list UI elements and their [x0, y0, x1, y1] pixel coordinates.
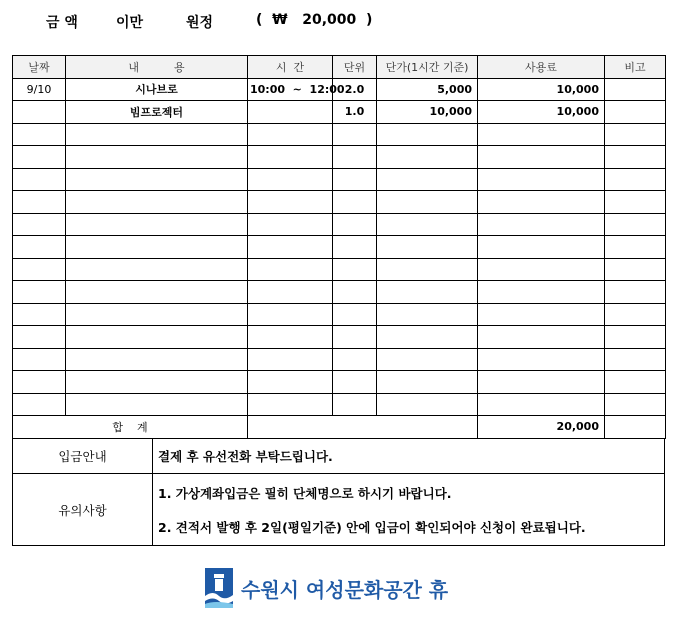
empty-cell	[377, 258, 478, 281]
empty-cell	[66, 236, 248, 259]
cell-fee: 10,000	[478, 101, 605, 124]
empty-cell	[66, 281, 248, 304]
empty-cell	[66, 123, 248, 146]
empty-cell	[66, 191, 248, 214]
table-row	[13, 258, 666, 281]
empty-cell	[333, 326, 377, 349]
empty-cell	[333, 371, 377, 394]
header-content: 내 용	[66, 56, 248, 79]
empty-cell	[478, 168, 605, 191]
payment-text: 결제 후 유선전화 부탁드립니다.	[153, 439, 665, 474]
empty-cell	[13, 123, 66, 146]
empty-cell	[66, 258, 248, 281]
info-table	[12, 438, 665, 546]
notes-row	[13, 474, 665, 546]
empty-cell	[248, 123, 333, 146]
empty-cell	[605, 123, 666, 146]
header-note: 비고	[605, 56, 666, 79]
total-label: 합 계	[13, 416, 248, 439]
empty-cell	[478, 213, 605, 236]
cell-time	[248, 101, 333, 124]
cell-fee: 10,000	[478, 78, 605, 101]
table-row	[13, 371, 666, 394]
empty-cell	[248, 213, 333, 236]
empty-cell	[13, 303, 66, 326]
empty-cell	[333, 281, 377, 304]
empty-cell	[377, 146, 478, 169]
table-row	[13, 168, 666, 191]
empty-cell	[248, 303, 333, 326]
empty-cell	[13, 258, 66, 281]
usage-table	[12, 55, 666, 439]
table-row	[13, 393, 666, 416]
empty-cell	[333, 168, 377, 191]
table-row	[13, 303, 666, 326]
empty-cell	[248, 236, 333, 259]
cell-content: 빔프로젝터	[66, 101, 248, 124]
empty-cell	[248, 191, 333, 214]
empty-cell	[333, 236, 377, 259]
header-fee: 사용료	[478, 56, 605, 79]
empty-cell	[605, 303, 666, 326]
cell-content: 시나브로	[66, 78, 248, 101]
empty-cell	[478, 371, 605, 394]
empty-cell	[66, 168, 248, 191]
empty-cell	[66, 393, 248, 416]
empty-cell	[605, 281, 666, 304]
amount-korean: 이만	[116, 15, 144, 31]
notes-label: 유의사항	[13, 474, 153, 546]
empty-cell	[377, 303, 478, 326]
amount-value: ( ₩ 20,000 )	[256, 12, 373, 28]
note-2: 2. 견적서 발행 후 2일(평일기준) 안에 입금이 확인되어야 신청이 완료됩니다.	[158, 519, 586, 535]
cell-note	[605, 101, 666, 124]
empty-cell	[13, 236, 66, 259]
empty-cell	[333, 213, 377, 236]
table-row	[13, 146, 666, 169]
total-row	[13, 416, 666, 439]
empty-cell	[13, 168, 66, 191]
empty-cell	[478, 281, 605, 304]
cell-unit: 1.0	[333, 101, 377, 124]
empty-cell	[333, 146, 377, 169]
empty-cell	[478, 348, 605, 371]
cell-unit: 2.0	[333, 78, 377, 101]
empty-cell	[377, 168, 478, 191]
empty-cell	[13, 371, 66, 394]
amount-label: 금 액	[46, 15, 78, 31]
empty-cell	[13, 146, 66, 169]
notes-text	[153, 474, 665, 546]
header-date: 날짜	[13, 56, 66, 79]
empty-cell	[605, 371, 666, 394]
empty-cell	[478, 303, 605, 326]
cell-date	[13, 101, 66, 124]
total-note	[605, 416, 666, 439]
empty-cell	[13, 348, 66, 371]
lighthouse-logo-icon	[205, 568, 233, 608]
empty-cell	[333, 191, 377, 214]
empty-cell	[605, 326, 666, 349]
empty-cell	[248, 326, 333, 349]
empty-cell	[248, 146, 333, 169]
header-unit: 단위	[333, 56, 377, 79]
table-row	[13, 191, 666, 214]
logo-text: 수원시 여성문화공간 휴	[241, 577, 449, 602]
payment-label: 입금안내	[13, 439, 153, 474]
empty-cell	[13, 281, 66, 304]
empty-cell	[377, 236, 478, 259]
empty-cell	[377, 371, 478, 394]
empty-cell	[478, 326, 605, 349]
empty-cell	[377, 191, 478, 214]
empty-cell	[377, 348, 478, 371]
empty-cell	[605, 191, 666, 214]
empty-cell	[248, 393, 333, 416]
empty-cell	[478, 123, 605, 146]
empty-cell	[478, 191, 605, 214]
empty-cell	[377, 326, 478, 349]
empty-cell	[605, 213, 666, 236]
empty-cell	[333, 393, 377, 416]
empty-cell	[605, 393, 666, 416]
table-row	[13, 78, 666, 101]
empty-cell	[13, 191, 66, 214]
empty-cell	[13, 393, 66, 416]
cell-unit-price: 5,000	[377, 78, 478, 101]
logo	[205, 568, 448, 608]
note-1: 1. 가상계좌입금은 필히 단체명으로 하시기 바랍니다.	[158, 485, 452, 501]
table-row	[13, 236, 666, 259]
table-row	[13, 213, 666, 236]
empty-cell	[377, 123, 478, 146]
table-row	[13, 348, 666, 371]
empty-cell	[248, 281, 333, 304]
total-empty	[248, 416, 478, 439]
empty-cell	[13, 213, 66, 236]
empty-cell	[605, 146, 666, 169]
empty-cell	[333, 258, 377, 281]
total-value: 20,000	[478, 416, 605, 439]
empty-cell	[377, 213, 478, 236]
cell-unit-price: 10,000	[377, 101, 478, 124]
empty-cell	[66, 213, 248, 236]
empty-cell	[248, 348, 333, 371]
empty-cell	[66, 146, 248, 169]
table-row	[13, 281, 666, 304]
empty-cell	[66, 348, 248, 371]
table-header	[13, 56, 666, 79]
empty-cell	[478, 393, 605, 416]
table-row	[13, 326, 666, 349]
cell-note	[605, 78, 666, 101]
cell-time: 10:00 ~ 12:00	[248, 78, 333, 101]
table-row	[13, 123, 666, 146]
empty-cell	[478, 236, 605, 259]
empty-cell	[248, 258, 333, 281]
empty-cell	[605, 258, 666, 281]
empty-cell	[377, 281, 478, 304]
empty-cell	[605, 168, 666, 191]
header-time: 시 간	[248, 56, 333, 79]
empty-cell	[66, 371, 248, 394]
empty-cell	[333, 348, 377, 371]
empty-cell	[478, 146, 605, 169]
empty-cell	[248, 168, 333, 191]
cell-date: 9/10	[13, 78, 66, 101]
empty-cell	[605, 236, 666, 259]
empty-cell	[333, 303, 377, 326]
empty-cell	[333, 123, 377, 146]
amount-suffix: 원정	[186, 15, 214, 31]
table-row	[13, 101, 666, 124]
empty-cell	[377, 393, 478, 416]
payment-row	[13, 439, 665, 474]
empty-cell	[66, 326, 248, 349]
empty-cell	[66, 303, 248, 326]
header-unit-price: 단가(1시간 기준)	[377, 56, 478, 79]
empty-cell	[13, 326, 66, 349]
empty-cell	[605, 348, 666, 371]
empty-cell	[478, 258, 605, 281]
empty-cell	[248, 371, 333, 394]
